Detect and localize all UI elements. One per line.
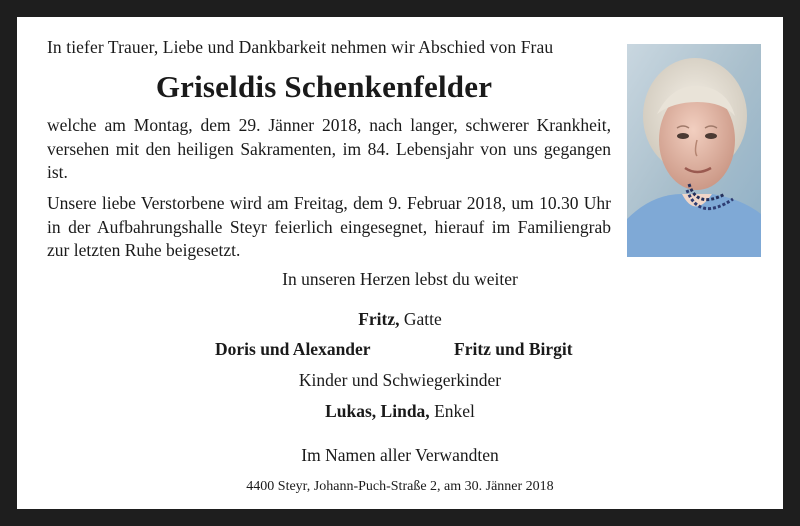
obituary-notice (17, 17, 783, 509)
address-line: 4400 Steyr, Johann-Puch-Straße 2, am 30. Jänner 2018 (246, 479, 554, 494)
deceased-name: Griseldis Schenkenfelder (155, 69, 493, 104)
husband-line (17, 309, 783, 330)
grandchildren-line (17, 401, 783, 422)
husband-name: Fritz, (358, 309, 400, 329)
husband-role: Gatte (403, 309, 442, 329)
children-left: Doris und Alexander (215, 339, 371, 359)
children-right: Fritz und Birgit (454, 339, 573, 359)
grandchildren-names: Lukas, Linda, (325, 401, 430, 421)
children-label: Kinder und Schwiegerkinder (298, 370, 502, 390)
motto-line: In unseren Herzen lebst du weiter (282, 269, 518, 289)
funeral-paragraph: Unsere liebe Verstorbene wird am Freitag, dem 9. Februar 2018, um 10.30 Uhr in der Aufbahrungshalle Steyr feierlich eingesegnet, hierauf im Familiengrab zur letzten Ruhe beigesetzt. (47, 193, 611, 260)
death-paragraph: welche am Montag, dem 29. Jänner 2018, nach langer, schwerer Krankheit, versehen mit den heiligen Sakramenten, im 84. Lebensjahr von uns gegangen ist. (47, 115, 611, 182)
intro-line: In tiefer Trauer, Liebe und Dankbarkeit nehmen wir Abschied von Frau (47, 37, 554, 57)
grandchildren-role: Enkel (434, 401, 475, 421)
portrait-photo (627, 44, 761, 257)
relatives-line: Im Namen aller Verwandten (301, 445, 499, 465)
